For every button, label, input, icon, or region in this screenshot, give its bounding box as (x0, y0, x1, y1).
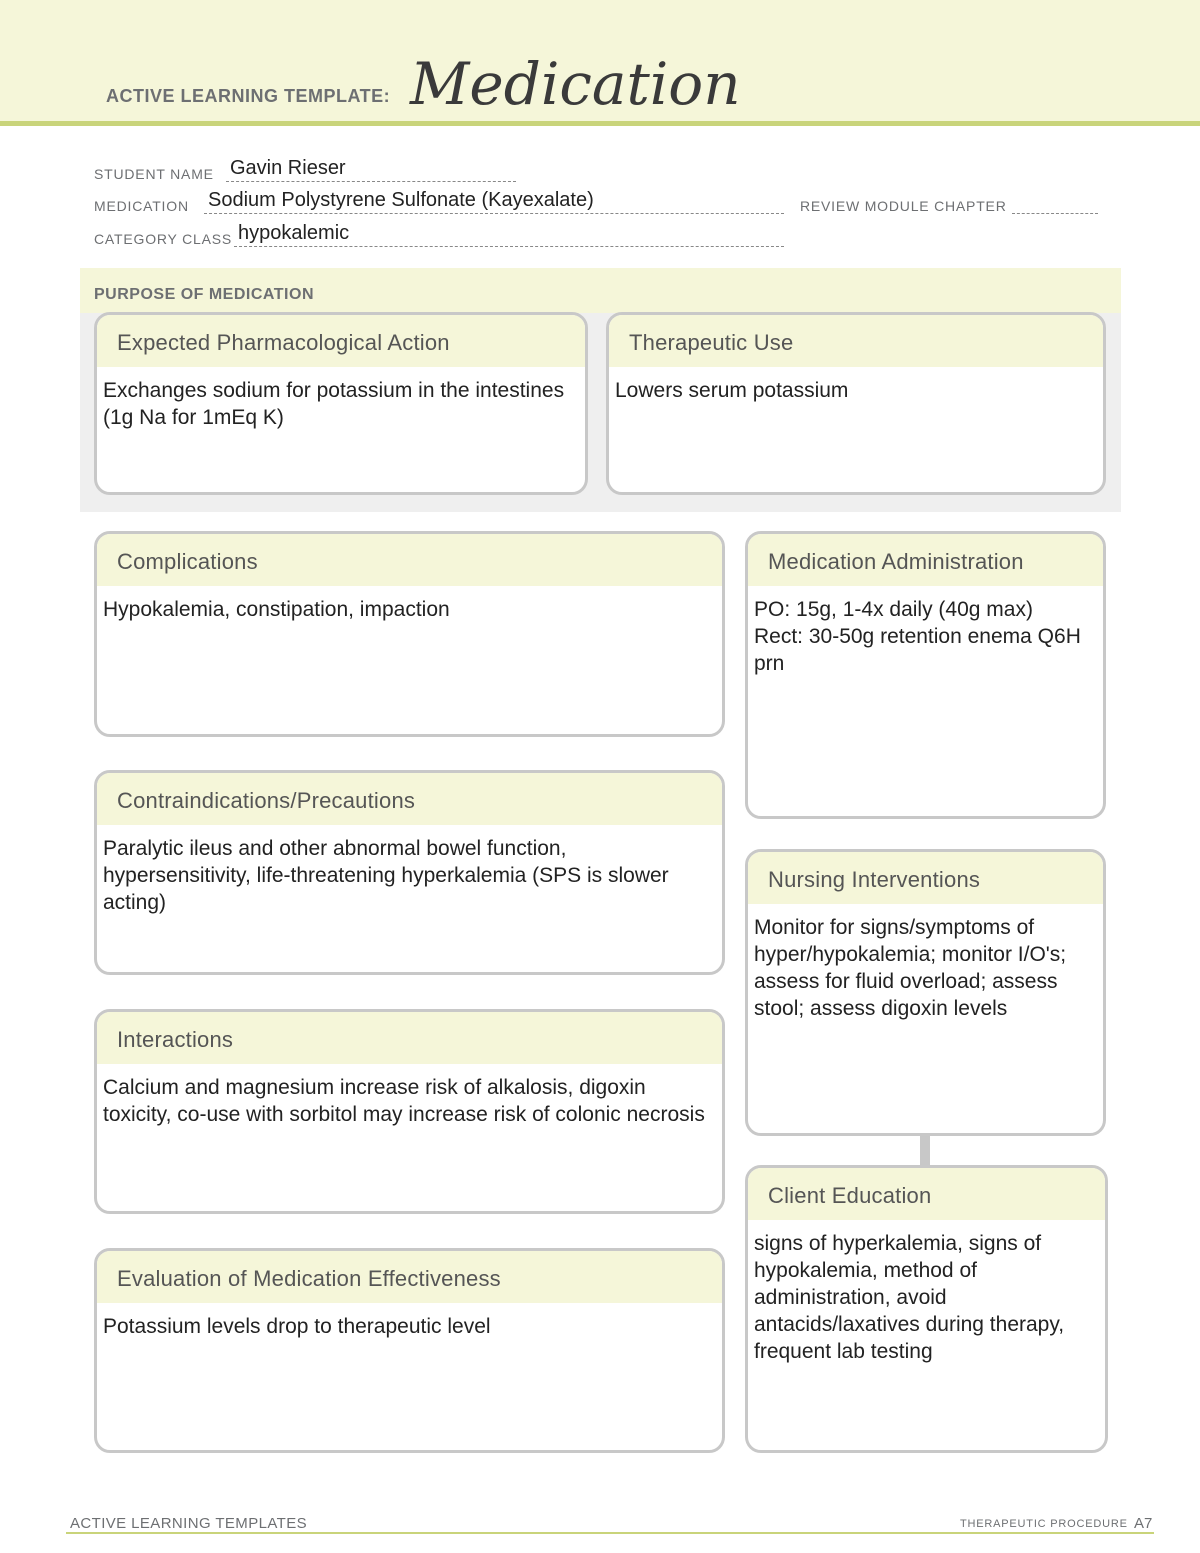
medication-row (94, 189, 1104, 218)
therapeutic-use-heading: Therapeutic Use (609, 315, 1103, 367)
interactions-heading: Interactions (97, 1012, 722, 1064)
therapeutic-use-body[interactable]: Lowers serum potassium (615, 379, 849, 402)
footer-rule (66, 1532, 1154, 1534)
category-class-field[interactable] (234, 222, 784, 247)
therapeutic-use-card (606, 312, 1106, 495)
page-title: Medication (410, 50, 741, 118)
interactions-card (94, 1009, 725, 1214)
nursing-interventions-card (745, 849, 1106, 1136)
student-name-row (94, 157, 524, 186)
client-education-heading: Client Education (748, 1168, 1105, 1220)
nursing-interventions-body[interactable]: Monitor for signs/symptoms of hyper/hypokalemia; monitor I/O's; assess for fluid overload; assess stool; assess digoxin levels (754, 916, 1067, 1020)
administration-card (745, 531, 1106, 819)
category-class-value: hypokalemic (238, 222, 350, 244)
category-class-label: CATEGORY CLASS (94, 231, 233, 247)
client-education-card (745, 1165, 1108, 1453)
footer-title: ACTIVE LEARNING TEMPLATES (70, 1515, 307, 1532)
category-class-row (94, 222, 794, 251)
template-label: ACTIVE LEARNING TEMPLATE: (106, 86, 391, 106)
contraindications-body[interactable]: Paralytic ileus and other abnormal bowel function, hypersensitivity, life-threatening hyperkalemia (SPS is slower acting) (103, 837, 669, 914)
complications-card (94, 531, 725, 737)
administration-heading: Medication Administration (748, 534, 1103, 586)
nursing-interventions-heading: Nursing Interventions (748, 852, 1103, 904)
medication-label: MEDICATION (94, 198, 189, 214)
interactions-body[interactable]: Calcium and magnesium increase risk of alkalosis, digoxin toxicity, co-use with sorbitol may increase risk of colonic necrosis (103, 1076, 705, 1126)
client-education-body[interactable]: signs of hyperkalemia, signs of hypokalemia, method of administration, avoid antacids/laxatives during therapy, frequent lab testing (754, 1232, 1065, 1363)
evaluation-body[interactable]: Potassium levels drop to therapeutic level (103, 1315, 491, 1338)
review-module-chapter-label: REVIEW MODULE CHAPTER (800, 198, 1007, 214)
footer-section: THERAPEUTIC PROCEDURE (960, 1518, 1128, 1530)
student-name-field[interactable] (226, 157, 516, 182)
review-module-chapter-field[interactable] (1012, 192, 1098, 214)
purpose-title: PURPOSE OF MEDICATION (94, 286, 314, 303)
expected-action-card (94, 312, 588, 495)
complications-heading: Complications (97, 534, 722, 586)
complications-body[interactable]: Hypokalemia, constipation, impaction (103, 598, 450, 621)
student-name-value: Gavin Rieser (230, 157, 346, 179)
evaluation-card (94, 1248, 725, 1453)
medication-field[interactable] (204, 189, 784, 214)
contraindications-heading: Contraindications/Precautions (97, 773, 722, 825)
medication-value: Sodium Polystyrene Sulfonate (Kayexalate) (208, 189, 594, 211)
administration-body[interactable]: PO: 15g, 1-4x daily (40g max) Rect: 30-50g retention enema Q6H prn (754, 598, 1081, 675)
card-connector (920, 1133, 930, 1167)
expected-action-heading: Expected Pharmacological Action (97, 315, 585, 367)
page-number: A7 (1134, 1515, 1153, 1532)
expected-action-body[interactable]: Exchanges sodium for potassium in the intestines (1g Na for 1mEq K) (103, 379, 565, 429)
header-rule (0, 121, 1200, 126)
student-name-label: STUDENT NAME (94, 166, 214, 182)
contraindications-card (94, 770, 725, 975)
evaluation-heading: Evaluation of Medication Effectiveness (97, 1251, 722, 1303)
